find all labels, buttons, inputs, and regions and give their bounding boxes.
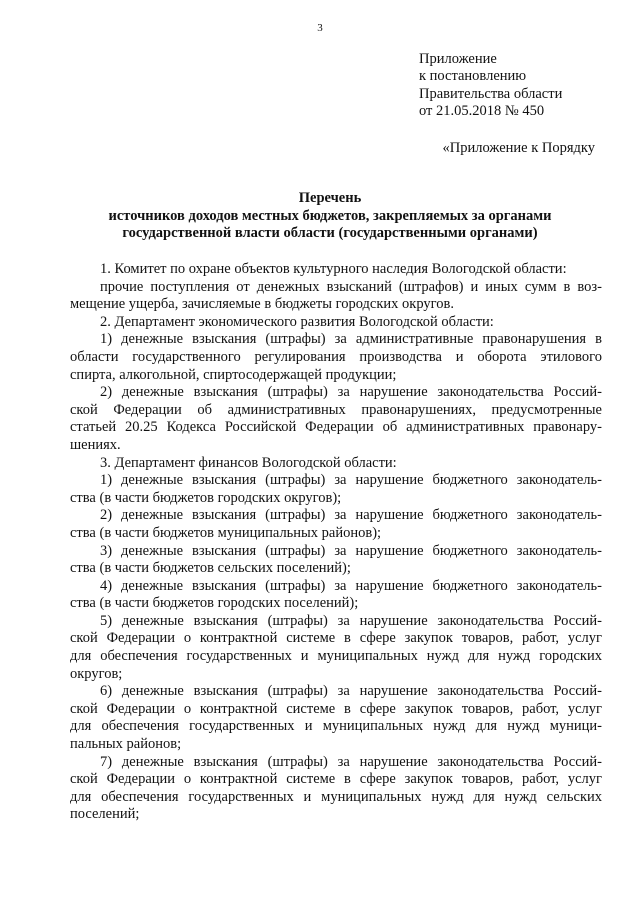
body-line: 3) денежные взыскания (штрафы) за нарушение бюджетного законодатель- xyxy=(100,542,602,559)
body-line: спирта, алкогольной, спиртосодержащей продукции; xyxy=(70,366,397,383)
body-line: 3. Департамент финансов Вологодской области: xyxy=(100,454,397,471)
body-line: для обеспечения государственных и муниципальных нужд для нужд муници- xyxy=(70,718,602,735)
appendix-block xyxy=(419,51,562,121)
body-line: пальных районов; xyxy=(70,736,182,753)
appendix-line: Правительства области xyxy=(419,85,563,102)
body-line: ства (в части бюджетов сельских поселений); xyxy=(70,560,351,577)
body-line: мещение ущерба, зачисляемые в бюджеты городских округов. xyxy=(70,296,454,313)
body-line: 2) денежные взыскания (штрафы) за нарушение законодательства Россий- xyxy=(100,384,602,401)
document-body xyxy=(70,261,602,824)
body-line: 2) денежные взыскания (штрафы) за нарушение бюджетного законодатель- xyxy=(100,507,602,524)
title-line: источников доходов местных бюджетов, закрепляемых за органами xyxy=(108,207,552,224)
appendix-line: Приложение xyxy=(419,51,497,67)
body-line: ской Федерации о контрактной системе в сфере закупок товаров, работ, услуг xyxy=(70,700,602,717)
appendix-order-reference: «Приложение к Порядку xyxy=(442,140,595,156)
document-title xyxy=(60,190,600,243)
body-line: ской Федерации о контрактной системе в сфере закупок товаров, работ, услуг xyxy=(70,630,602,647)
body-line: шениях. xyxy=(70,436,121,453)
body-line: 2. Департамент экономического развития Вологодской области: xyxy=(100,313,494,330)
body-line: ской Федерации об административных правонарушениях, предусмотренные xyxy=(70,401,602,418)
body-line: поселений; xyxy=(70,806,140,823)
appendix-line: от 21.05.2018 № 450 xyxy=(419,103,545,120)
body-line: области государственного регулирования производства и оборота этилового xyxy=(70,348,602,365)
body-line: ской Федерации о контрактной системе в сфере закупок товаров, работ, услуг xyxy=(70,771,602,788)
body-line: ства (в части бюджетов городских округов); xyxy=(70,489,342,506)
body-line: 1) денежные взыскания (штрафы) за нарушение бюджетного законодатель- xyxy=(100,472,602,489)
title-line: государственной власти области (государственными органами) xyxy=(122,225,538,242)
appendix-line: к постановлению xyxy=(419,68,527,85)
body-line: прочие поступления от денежных взысканий (штрафов) и иных сумм в воз- xyxy=(100,278,602,295)
body-line: ства (в части бюджетов городских поселений); xyxy=(70,595,359,612)
body-line: ства (в части бюджетов муниципальных районов); xyxy=(70,524,382,541)
body-line: 5) денежные взыскания (штрафы) за нарушение законодательства Россий- xyxy=(100,612,602,629)
body-line: 1. Комитет по охране объектов культурного наследия Вологодской области: xyxy=(100,261,567,277)
body-line: для обеспечения государственных и муниципальных нужд для нужд сельских xyxy=(70,788,602,805)
body-line: 7) денежные взыскания (штрафы) за нарушение законодательства Россий- xyxy=(100,753,602,770)
body-line: округов; xyxy=(70,665,123,682)
body-line: для обеспечения государственных и муниципальных нужд для нужд городских xyxy=(70,648,602,665)
body-line: 4) денежные взыскания (штрафы) за нарушение бюджетного законодатель- xyxy=(100,577,602,594)
body-line: 6) денежные взыскания (штрафы) за нарушение законодательства Россий- xyxy=(100,683,602,700)
page-number: 3 xyxy=(317,22,323,34)
title-line: Перечень xyxy=(298,190,362,206)
body-line: статьей 20.25 Кодекса Российской Федерации об административных правонару- xyxy=(70,419,602,436)
body-line: 1) денежные взыскания (штрафы) за административные правонарушения в xyxy=(100,331,602,348)
